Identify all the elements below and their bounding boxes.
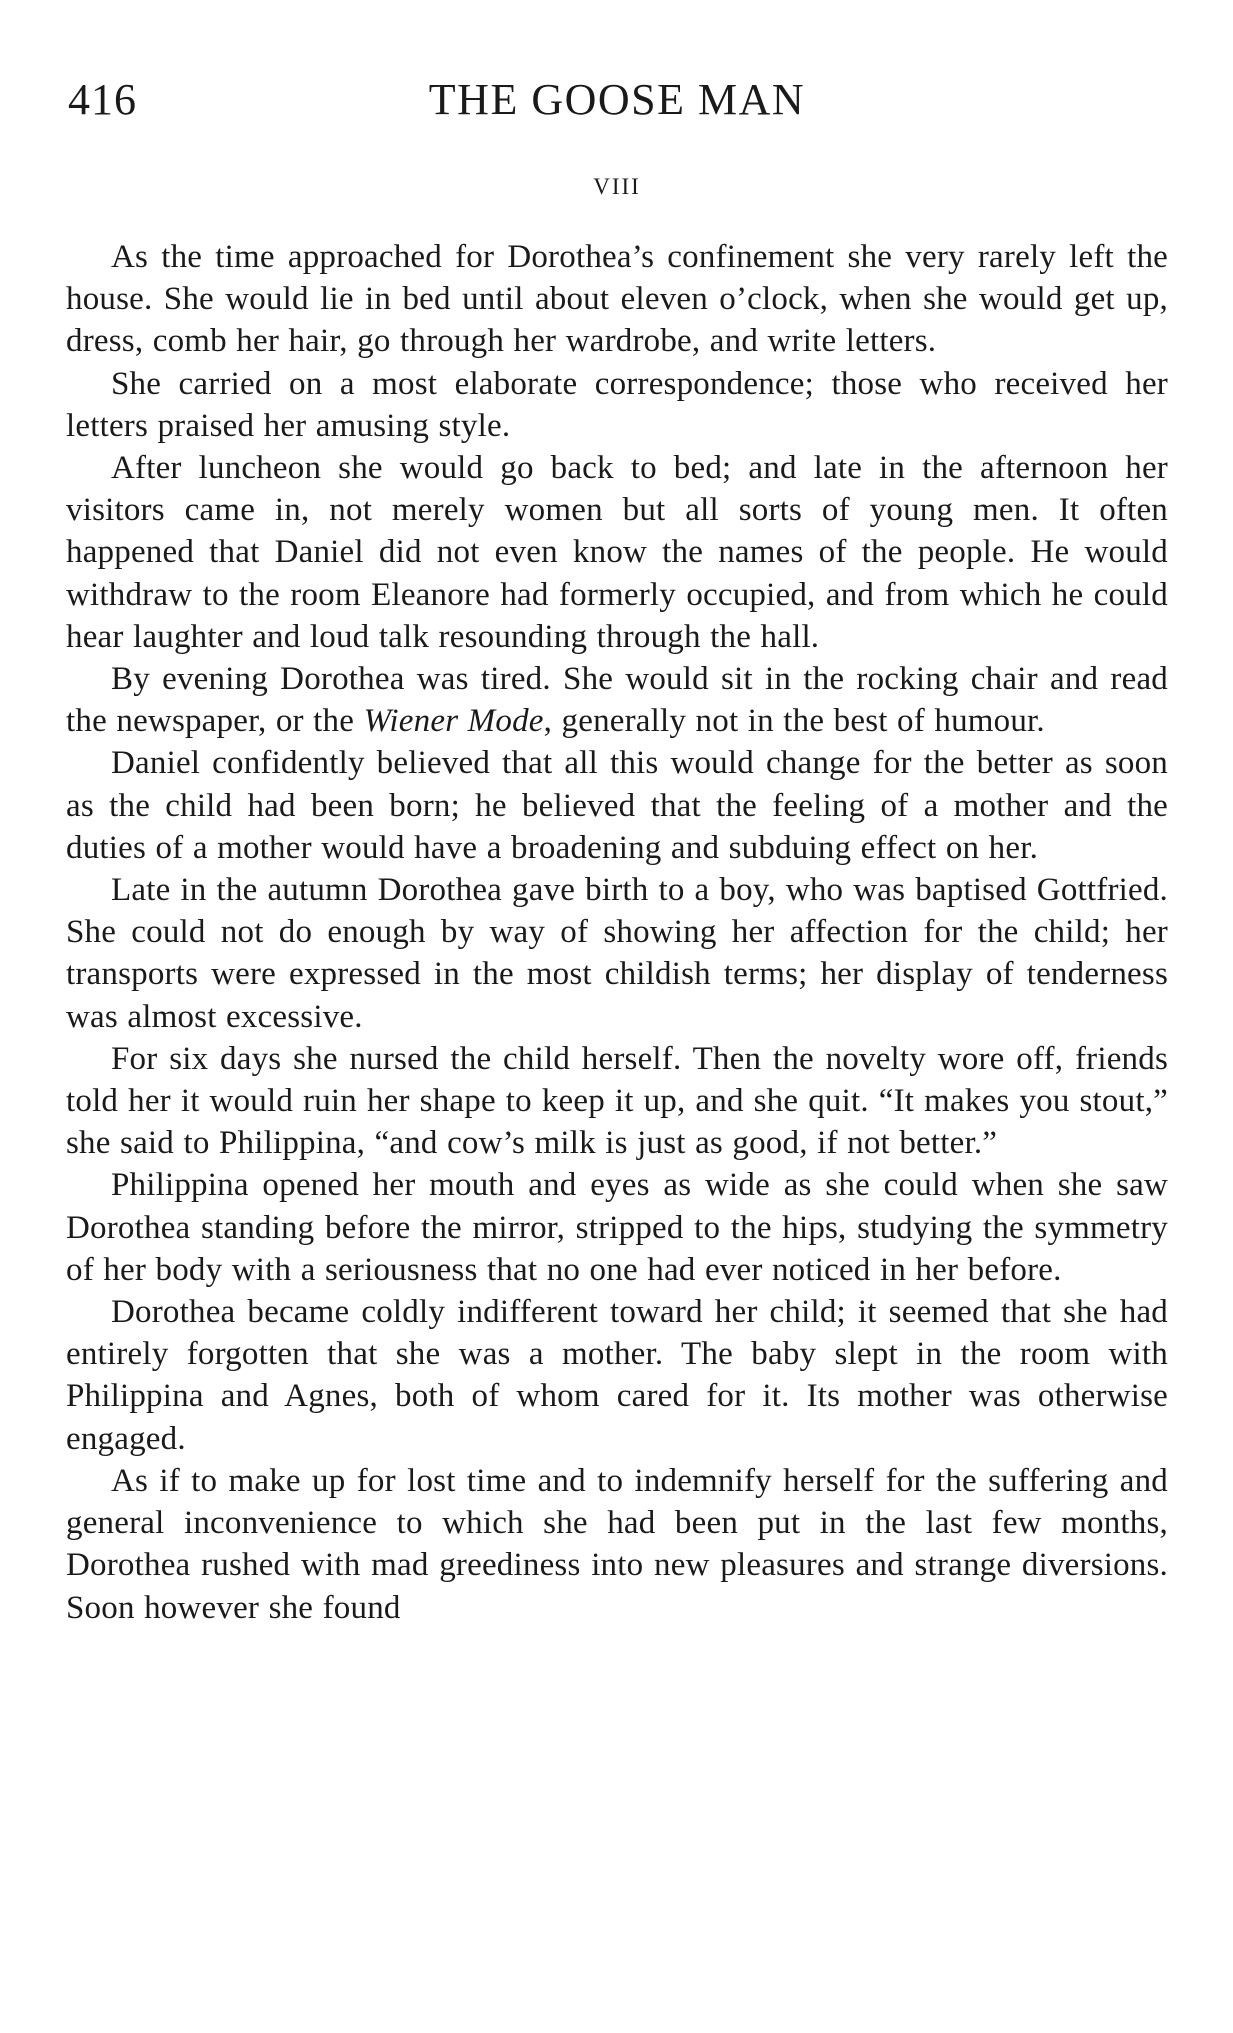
paragraph-6: Late in the autumn Dorothea gave birth to a boy, who was baptised Gottfried. She could not do enough by way of showing her affection for the child; her transports were expressed in the most childish terms; her display of tenderness was almost excessive. xyxy=(66,872,1168,1035)
paragraph-4 xyxy=(66,658,1168,742)
paragraph-8: Philippina opened her mouth and eyes as wide as she could when she saw Dorothea standing before the mirror, stripped to the hips, studying the symmetry of her body with a seriousness that no one had ever noticed in her before. xyxy=(66,1167,1168,1288)
book-page xyxy=(66,0,1168,2033)
body-text xyxy=(66,236,1168,1629)
paragraph-4-text-end: , generally not in the best of humour. xyxy=(543,703,1045,740)
paragraph-4-text-start: By evening Dorothea was tired. She would sit in the rocking chair and read the newspaper, or the xyxy=(66,661,1168,740)
section-numeral: VIII xyxy=(593,174,641,199)
paragraph-5: Daniel confidently believed that all this would change for the better as soon as the child had been born; he believed that the feeling of a mother and the duties of a mother would have a broadening and subduing effect on her. xyxy=(66,745,1168,866)
magazine-title-italic: Wiener Mode xyxy=(363,703,544,740)
paragraph-7: For six days she nursed the child herself. Then the novelty wore off, friends told her it would ruin her shape to keep it up, and she quit. “It makes you stout,” she said to Philippina, “and cow’s milk is just as good, if not better.” xyxy=(66,1040,1168,1162)
paragraph-2: She carried on a most elaborate correspondence; those who received her letters praised her amusing style. xyxy=(66,365,1168,444)
paragraph-9: Dorothea became coldly indifferent toward her child; it seemed that she had entirely forgotten that she was a mother. The baby slept in the room with Philippina and Agnes, both of whom cared for it. Its mother was otherwise engaged. xyxy=(66,1294,1168,1457)
running-title: THE GOOSE MAN xyxy=(428,75,806,124)
paragraph-1: As the time approached for Dorothea’s confinement she very rarely left the house. She would lie in bed until about eleven o’clock, when she would get up, dress, comb her hair, go through her wardrobe, and write letters. xyxy=(66,239,1168,360)
page-number: 416 xyxy=(68,75,137,124)
running-head xyxy=(66,72,1168,128)
paragraph-3: After luncheon she would go back to bed; and late in the afternoon her visitors came in, not merely women but all sorts of young men. It often happened that Daniel did not even know the names of the people. He would withdraw to the room Eleanore had formerly occupied, and from which he could hear laughter and loud talk resounding through the hall. xyxy=(66,450,1168,655)
paragraph-10: As if to make up for lost time and to indemnify herself for the suffering and general inconvenience to which she had been put in the last few months, Dorothea rushed with mad greediness into new pleasures and strange diversions. Soon however she found xyxy=(66,1462,1168,1626)
